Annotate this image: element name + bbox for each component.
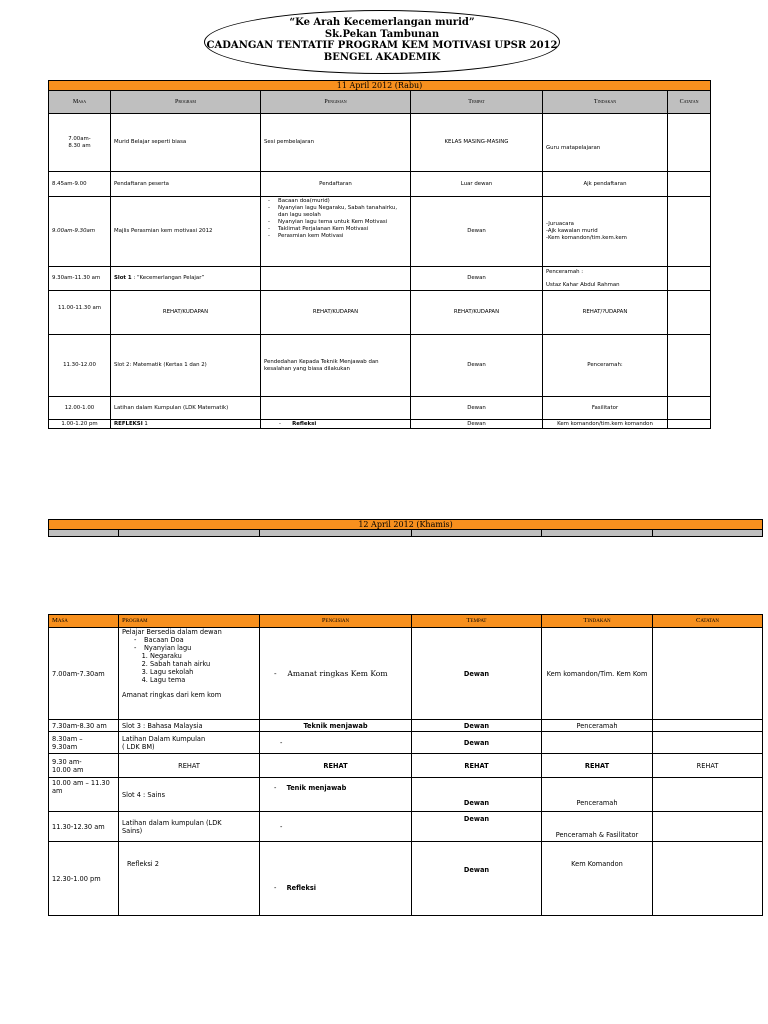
col-masa: Masa: [49, 615, 119, 628]
table-row: [49, 754, 763, 778]
list-item: - Bacaan Doa: [144, 636, 256, 644]
pengisian-cell: - Refleksi: [261, 420, 411, 429]
date-row: [49, 81, 711, 91]
tindakan-cell: Penceramah:: [543, 335, 668, 397]
list-item: 4. Lagu tema: [150, 676, 256, 684]
schedule-table-day2: [48, 614, 763, 916]
masa-cell: 8.30am – 9.30am: [49, 732, 119, 754]
pengisian-cell: - Amanat ringkas Kem Kom: [260, 628, 412, 720]
refleksi-label: REFLEKSI: [114, 420, 143, 427]
col-tempat: Tempat: [411, 91, 543, 114]
table-row: [49, 172, 711, 197]
masa-cell: 1.00-1.20 pm: [49, 420, 111, 429]
catatan-cell: [653, 812, 763, 842]
pengisian-cell: Pendaftaran: [261, 172, 411, 197]
program-cell: Slot 3 : Bahasa Malaysia: [119, 720, 260, 732]
pengisian-text: Refleksi: [286, 884, 317, 892]
list-item: 3. Lagu sekolah: [150, 668, 256, 676]
program-cell: Slot 4 : Sains: [119, 778, 260, 812]
masa-cell: 9.30am-11.30 am: [49, 267, 111, 291]
program-list: [122, 636, 256, 652]
pengisian-cell: Pendedahan Kepada Teknik Menjawab dan kesalahan yang biasa dilakukan: [261, 335, 411, 397]
header-program-title: CADANGAN TENTATIF PROGRAM KEM MOTIVASI UPSR 2012: [206, 40, 558, 51]
catatan-cell: [653, 732, 763, 754]
tindakan-cell: Kem komandon/tim.kem komandon: [543, 420, 668, 429]
catatan-cell: [653, 720, 763, 732]
col-tindakan: Tindakan: [542, 615, 653, 628]
col-program: Program: [111, 91, 261, 114]
schedule-table-day2-header: [48, 519, 763, 537]
tempat-cell: Dewan: [412, 732, 542, 754]
col-catatan: Catatan: [668, 91, 711, 114]
table-row: [49, 812, 763, 842]
pengisian-cell: -: [260, 732, 412, 754]
masa-cell: 11.00-11.30 am: [49, 291, 111, 335]
tindakan-line: Penceramah :: [546, 268, 584, 275]
tempat-cell: REHAT/KUDAPAN: [411, 291, 543, 335]
program-cell: Slot 2: Matematik (Kertas 1 dan 2): [111, 335, 261, 397]
tempat-cell: Dewan: [412, 778, 542, 812]
tindakan-cell: [543, 267, 668, 291]
table-row: [49, 291, 711, 335]
list-item: - Taklimat Perjalanan Kem Motivasi: [278, 226, 407, 233]
program-cell: Latihan dalam kumpulan (LDK Sains): [119, 812, 260, 842]
table-row: [49, 420, 711, 429]
pengisian-list: [264, 198, 407, 240]
program-cell: Majlis Perasmian kem motivasi 2012: [111, 197, 261, 267]
tempat-cell: REHAT: [412, 754, 542, 778]
tindakan-cell: Penceramah: [542, 720, 653, 732]
program-text: 1: [142, 420, 148, 427]
list-item: - Nyanyian lagu tema untuk Kem Motivasi: [278, 219, 407, 226]
table-row: [49, 732, 763, 754]
table-row: [49, 335, 711, 397]
catatan-cell: REHAT: [653, 754, 763, 778]
day2-date: 12 April 2012 (Khamis): [49, 520, 763, 530]
tempat-cell: Dewan: [411, 397, 543, 420]
tempat-cell: Dewan: [412, 628, 542, 720]
tindakan-cell: Kem Komandon: [542, 842, 653, 916]
blank-cell: [653, 530, 763, 537]
program-cell: REHAT/KUDAPAN: [111, 291, 261, 335]
program-text: : “Kecemerlangan Pelajar”: [131, 275, 205, 281]
program-cell: Murid Belajar seperti biasa: [111, 114, 261, 172]
pengisian-cell: Teknik menjawab: [260, 720, 412, 732]
catatan-cell: [668, 197, 711, 267]
tindakan-line: -Ajk kawalan murid: [546, 228, 598, 234]
date-row: [49, 520, 763, 530]
program-cell: [111, 420, 261, 429]
masa-cell: 7.00am- 8.30 am: [49, 114, 111, 172]
program-cell: REHAT: [119, 754, 260, 778]
col-pengisian: Pengisian: [261, 91, 411, 114]
table-row: [49, 628, 763, 720]
catatan-cell: [668, 335, 711, 397]
tindakan-line: -Kem komandon/tim.kem.kem: [546, 235, 627, 241]
col-masa: Masa: [49, 91, 111, 114]
program-title: Pelajar Bersedia dalam dewan: [122, 628, 222, 636]
header-school: Sk.Pekan Tambunan: [324, 28, 440, 40]
tindakan-cell: Guru matapelajaran: [543, 114, 668, 172]
masa-cell: 11.30-12.30 am: [49, 812, 119, 842]
catatan-cell: [668, 291, 711, 335]
list-item: - Nyanyian lagu Negaraku, Sabah tanahairku, dan lagu seolah: [278, 205, 407, 219]
document-header: [204, 17, 560, 63]
program-tail: Amanat ringkas dari kem kom: [122, 691, 222, 699]
tindakan-line: Ustaz Kahar Abdul Rahman: [546, 281, 620, 288]
masa-cell: 12.00-1.00: [49, 397, 111, 420]
song-list: [122, 652, 256, 684]
pengisian-cell: [261, 397, 411, 420]
program-cell: [119, 628, 260, 720]
masa-cell: 7.00am-7.30am: [49, 628, 119, 720]
program-cell: Pendaftaran peserta: [111, 172, 261, 197]
tempat-cell: Dewan: [412, 842, 542, 916]
pengisian-cell: [261, 197, 411, 267]
list-item: - Bacaan doa(murid): [278, 198, 407, 205]
blank-cell: [119, 530, 260, 537]
tempat-cell: KELAS MASING-MASING: [411, 114, 543, 172]
program-cell: Latihan Dalam Kumpulan ( LDK BM): [119, 732, 260, 754]
pengisian-text: Amanat ringkas Kem Kom: [287, 668, 388, 678]
program-cell: Latihan dalam Kumpulan (LDK Matematik): [111, 397, 261, 420]
blank-cell: [49, 530, 119, 537]
tempat-cell: Dewan: [411, 197, 543, 267]
schedule-table-day1: [48, 80, 711, 429]
table-row: [49, 397, 711, 420]
tindakan-cell: [542, 732, 653, 754]
program-cell: Refleksi 2: [119, 842, 260, 916]
tindakan-cell: Fasilitator: [543, 397, 668, 420]
table-row: [49, 197, 711, 267]
blank-cell: [260, 530, 412, 537]
header-slogan: “Ke Arah Kecemerlangan murid”: [289, 17, 475, 28]
program-cell: [111, 267, 261, 291]
blank-cell: [542, 530, 653, 537]
tindakan-line: -Juruacara: [546, 221, 574, 227]
tindakan-cell: Penceramah: [542, 778, 653, 812]
pengisian-cell: - Tenik menjawab: [260, 778, 412, 812]
catatan-cell: [668, 397, 711, 420]
column-header-row: [49, 615, 763, 628]
pengisian-cell: REHAT/KUDAPAN: [261, 291, 411, 335]
list-item: - Perasmian kem Motivasi: [278, 233, 407, 240]
col-pengisian: Pengisian: [260, 615, 412, 628]
masa-cell: 8.45am-9.00: [49, 172, 111, 197]
masa-cell: 9.00am-9.30am: [49, 197, 111, 267]
col-tindakan: Tindakan: [543, 91, 668, 114]
tindakan-cell: Ajk pendaftaran: [543, 172, 668, 197]
catatan-cell: [668, 114, 711, 172]
refleksi-text: Refleksi: [292, 420, 317, 427]
table-row: [49, 267, 711, 291]
pengisian-cell: -: [260, 812, 412, 842]
day1-date: 11 April 2012 (Rabu): [49, 81, 711, 91]
masa-cell: 11.30-12.00: [49, 335, 111, 397]
masa-cell: 10.00 am – 11.30 am: [49, 778, 119, 812]
table-row: [49, 114, 711, 172]
tempat-cell: Dewan: [411, 335, 543, 397]
blank-header-row: [49, 530, 763, 537]
pengisian-cell: Sesi pembelajaran: [261, 114, 411, 172]
tempat-cell: Dewan: [412, 812, 542, 842]
col-tempat: Tempat: [412, 615, 542, 628]
tindakan-cell: Penceramah & Fasilitator: [542, 812, 653, 842]
tindakan-cell: REHAT/?UDAPAN: [543, 291, 668, 335]
catatan-cell: [653, 842, 763, 916]
catatan-cell: [653, 628, 763, 720]
tindakan-cell: REHAT: [542, 754, 653, 778]
pengisian-cell: - Refleksi: [260, 842, 412, 916]
table-row: [49, 720, 763, 732]
list-item: 1. Negaraku: [150, 652, 256, 660]
tempat-cell: Luar dewan: [411, 172, 543, 197]
pengisian-cell: REHAT: [260, 754, 412, 778]
table-row: [49, 778, 763, 812]
catatan-cell: [668, 420, 711, 429]
table-row: [49, 842, 763, 916]
masa-cell: 7.30am-8.30 am: [49, 720, 119, 732]
tempat-cell: Dewan: [412, 720, 542, 732]
slot-label: Slot 1: [114, 275, 132, 281]
pengisian-cell: [261, 267, 411, 291]
list-item: 2. Sabah tanah airku: [150, 660, 256, 668]
blank-cell: [412, 530, 542, 537]
catatan-cell: [668, 267, 711, 291]
col-program: Program: [119, 615, 260, 628]
column-header-row: [49, 91, 711, 114]
tempat-cell: Dewan: [411, 420, 543, 429]
header-subtitle: BENGEL AKADEMIK: [323, 51, 441, 63]
tindakan-cell: Kem komandon/Tim. Kem Kom: [542, 628, 653, 720]
catatan-cell: [668, 172, 711, 197]
pengisian-text: Tenik menjawab: [286, 784, 347, 792]
tindakan-cell: [543, 197, 668, 267]
catatan-cell: [653, 778, 763, 812]
masa-cell: 9.30 am- 10.00 am: [49, 754, 119, 778]
list-item: - Nyanyian lagu: [144, 644, 256, 652]
col-catatan: Catatan: [653, 615, 763, 628]
tempat-cell: Dewan: [411, 267, 543, 291]
masa-cell: 12.30-1.00 pm: [49, 842, 119, 916]
